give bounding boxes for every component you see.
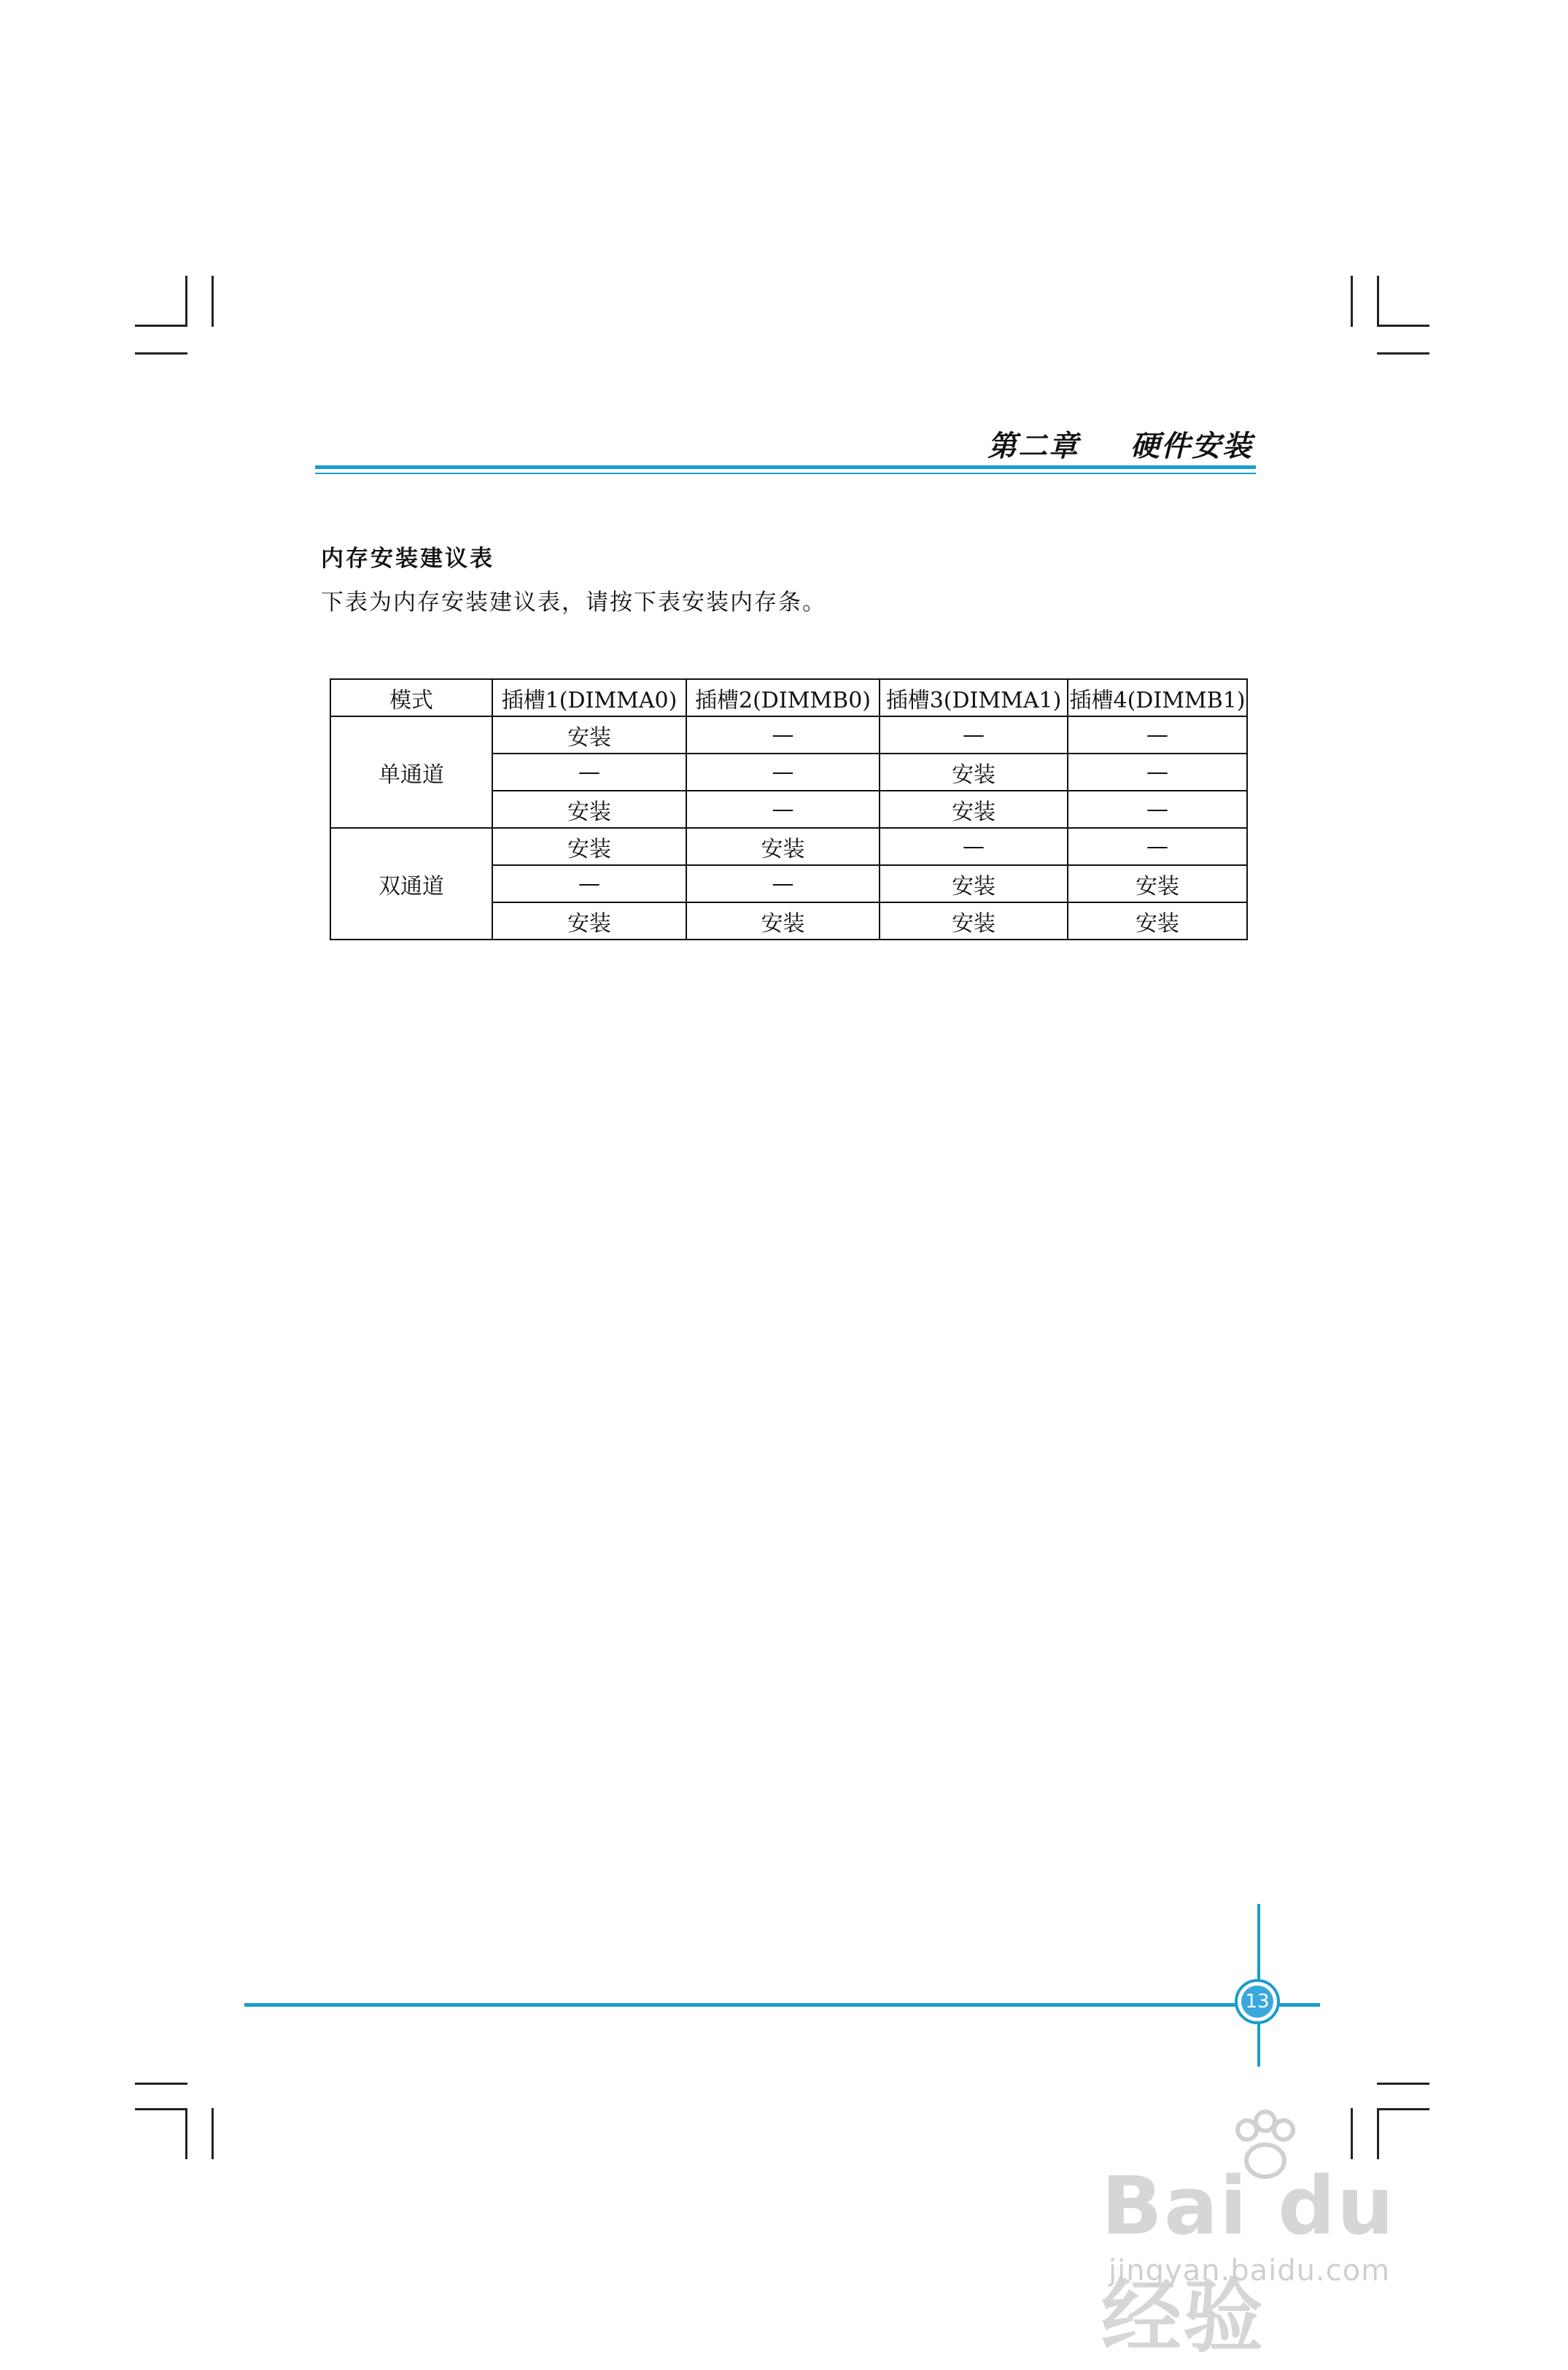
table-row [330, 716, 1247, 754]
table-cell: 安装 [492, 902, 686, 940]
crop-mark [135, 325, 187, 327]
table-cell: 安装 [492, 828, 686, 865]
crop-mark [1377, 325, 1429, 327]
table-cell: 安装 [880, 865, 1068, 902]
table-cell: 安装 [492, 791, 686, 828]
table-row [330, 828, 1247, 865]
table-cell: — [686, 716, 880, 754]
crop-mark [1377, 2083, 1429, 2085]
crop-mark [185, 2108, 187, 2159]
crop-mark [211, 276, 214, 327]
crop-mark [1377, 352, 1429, 355]
watermark-brand: Bai du 经验 [1101, 2159, 1396, 2363]
footer-vertical-rule [1257, 2023, 1260, 2067]
table-cell: — [686, 865, 880, 902]
crop-mark [1377, 276, 1379, 327]
header-rule-thin [315, 473, 1256, 474]
header-slot-4: 插槽4(DIMMB1) [1068, 679, 1247, 716]
header-slot-1: 插槽1(DIMMA0) [492, 679, 686, 716]
table-cell: — [1068, 791, 1247, 828]
mode-cell-dual: 双通道 [330, 828, 492, 940]
crop-mark [135, 352, 187, 355]
watermark-url: jingyan.baidu.com [1109, 2254, 1391, 2288]
chapter-title: 硬件安装 [1130, 430, 1253, 463]
chapter-number: 第二章 [987, 430, 1079, 463]
table-cell: — [492, 754, 686, 791]
page-number: 13 [1241, 1986, 1273, 2018]
section-title: 内存安装建议表 [321, 546, 494, 572]
table-cell: 安装 [880, 791, 1068, 828]
memory-install-table [330, 678, 1248, 940]
table-cell: 安装 [880, 902, 1068, 940]
crop-mark [135, 2083, 187, 2085]
table-cell: — [1068, 828, 1247, 865]
watermark [1101, 2108, 1466, 2363]
table-cell: — [686, 791, 880, 828]
table-cell: — [492, 865, 686, 902]
table-cell: 安装 [686, 828, 880, 865]
header-slot-2: 插槽2(DIMMB0) [686, 679, 880, 716]
table-cell: — [1068, 754, 1247, 791]
table-cell: — [1068, 716, 1247, 754]
table-cell: — [880, 716, 1068, 754]
table-cell: 安装 [492, 716, 686, 754]
crop-mark [135, 2108, 187, 2110]
footer-rule [244, 2003, 1320, 2007]
header-mode: 模式 [330, 679, 492, 716]
footer-vertical-rule [1257, 1904, 1260, 1980]
table-cell: 安装 [1068, 865, 1247, 902]
crop-mark [211, 2108, 214, 2159]
running-header [987, 423, 1253, 465]
page-number-badge [1235, 1979, 1280, 2024]
table-cell: 安装 [880, 754, 1068, 791]
section-intro: 下表为内存安装建议表，请按下表安装内存条。 [321, 589, 826, 616]
header-rule [315, 465, 1256, 469]
mode-cell-single: 单通道 [330, 716, 492, 828]
header-slot-3: 插槽3(DIMMA1) [880, 679, 1068, 716]
table-cell: 安装 [686, 902, 880, 940]
crop-mark [185, 276, 187, 327]
table-cell: 安装 [1068, 902, 1247, 940]
table-cell: — [880, 828, 1068, 865]
crop-mark [1351, 276, 1353, 327]
table-cell: — [686, 754, 880, 791]
table-header-row [330, 679, 1247, 716]
